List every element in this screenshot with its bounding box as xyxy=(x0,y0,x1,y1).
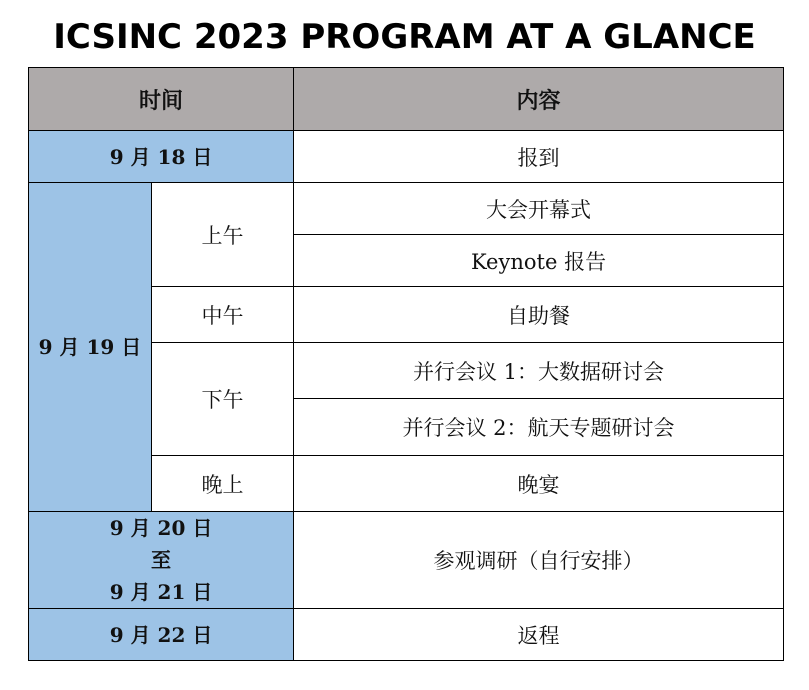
period-cell: 上午 xyxy=(152,183,294,287)
table-row xyxy=(29,183,784,235)
header-time: 时间 xyxy=(29,68,294,131)
date-cell: 9 月 22 日 xyxy=(29,609,294,661)
content-cell: 并行会议 1：大数据研讨会 xyxy=(294,343,784,399)
table-row xyxy=(29,609,784,661)
content-cell: 返程 xyxy=(294,609,784,661)
content-cell: Keynote 报告 xyxy=(294,235,784,287)
date-to: 9 月 21 日 xyxy=(109,580,213,604)
date-separator: 至 xyxy=(151,548,171,572)
period-cell: 晚上 xyxy=(152,456,294,512)
period-cell: 下午 xyxy=(152,343,294,456)
content-cell: 报到 xyxy=(294,131,784,183)
date-cell: 9 月 19 日 xyxy=(29,183,152,512)
content-cell: 自助餐 xyxy=(294,287,784,343)
date-cell xyxy=(29,512,294,609)
table-row xyxy=(29,512,784,609)
page-title: ICSINC 2023 PROGRAM AT A GLANCE xyxy=(53,17,756,57)
date-from: 9 月 20 日 xyxy=(109,516,213,540)
program-table xyxy=(28,67,784,661)
content-cell: 参观调研（自行安排） xyxy=(294,512,784,609)
date-cell: 9 月 18 日 xyxy=(29,131,294,183)
table-header-row xyxy=(29,68,784,131)
table-row xyxy=(29,131,784,183)
content-cell: 晚宴 xyxy=(294,456,784,512)
header-content: 内容 xyxy=(294,68,784,131)
period-cell: 中午 xyxy=(152,287,294,343)
content-cell: 并行会议 2：航天专题研讨会 xyxy=(294,399,784,456)
content-cell: 大会开幕式 xyxy=(294,183,784,235)
